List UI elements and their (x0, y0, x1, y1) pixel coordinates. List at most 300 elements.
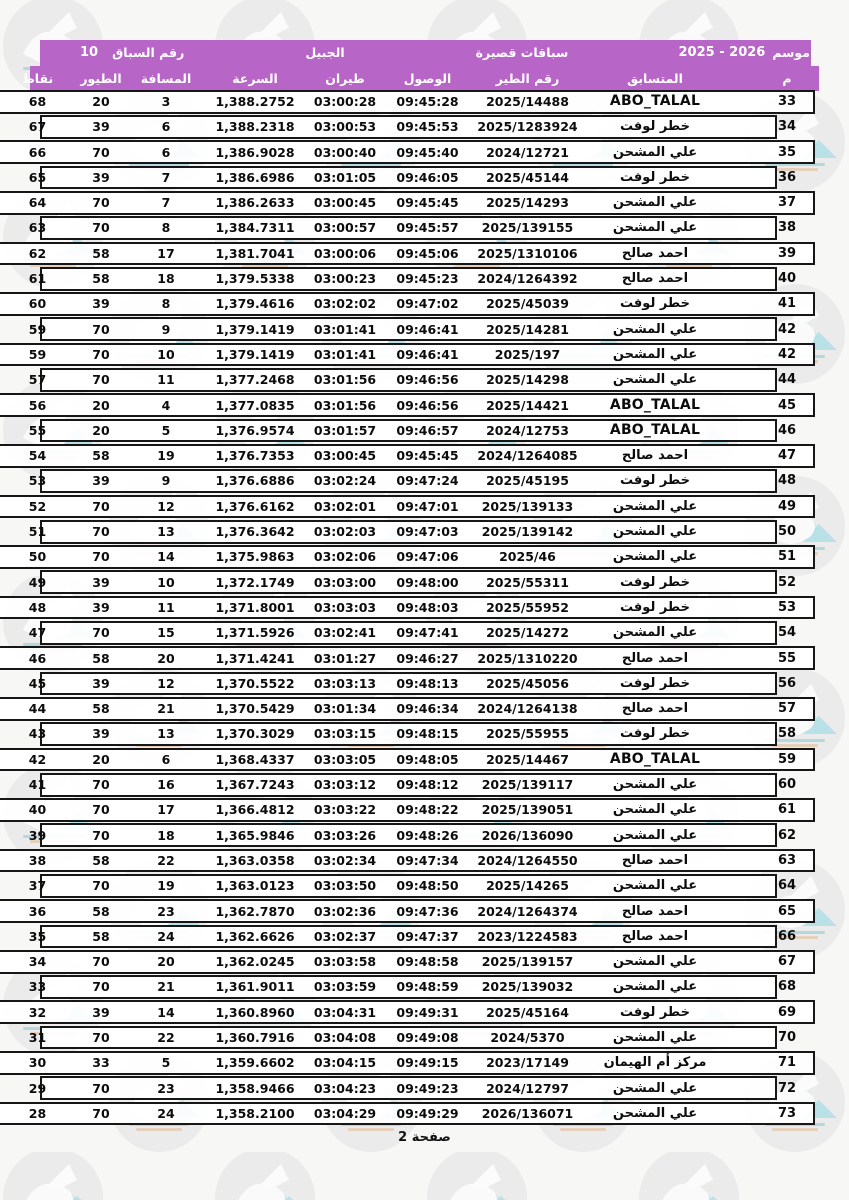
cell-speed: 1,388.2318 (215, 119, 295, 135)
cell-points: 43 (28, 726, 47, 742)
cell-birds: 70 (92, 321, 110, 337)
cell-distance: 8 (161, 220, 171, 236)
cell-arrival: 09:46:57 (396, 422, 459, 438)
cell-speed: 1,370.5522 (215, 675, 295, 691)
cell-points: 28 (28, 1105, 47, 1121)
cell-birds: 39 (92, 726, 110, 742)
column-header-row (0, 66, 849, 91)
cell-points: 67 (28, 119, 47, 135)
cell-distance: 3 (161, 94, 171, 109)
table-row (0, 544, 849, 569)
cell-distance: 7 (161, 195, 171, 211)
cell-speed: 1,371.5926 (215, 625, 295, 641)
cell-flight-time: 03:00:28 (313, 94, 377, 109)
cell-rank: 54 (777, 625, 797, 641)
race-number (80, 40, 184, 66)
cell-competitor: احمد صالح (621, 245, 689, 261)
cell-competitor: احمد صالح (621, 852, 689, 868)
cell-speed: 1,362.0245 (215, 954, 295, 970)
cell-points: 62 (28, 245, 47, 261)
cell-flight-time: 03:00:23 (313, 271, 377, 287)
cell-bird-no: 2025/139117 (481, 777, 574, 793)
cell-points: 49 (28, 574, 47, 590)
cell-birds: 70 (92, 195, 110, 211)
cell-distance: 13 (157, 726, 175, 742)
table-row (0, 570, 849, 595)
cell-competitor: احمد صالح (621, 271, 689, 287)
cell-points: 53 (28, 473, 47, 489)
cell-flight-time: 03:03:05 (313, 751, 377, 767)
cell-flight-time: 03:02:06 (313, 549, 377, 565)
cell-bird-no: 2025/55955 (486, 726, 569, 742)
cell-arrival: 09:47:36 (396, 903, 459, 919)
season-title (679, 40, 810, 66)
cell-distance: 14 (157, 1004, 175, 1020)
cell-rank: 63 (777, 852, 797, 868)
cell-speed: 1,360.8960 (215, 1004, 295, 1020)
cell-speed: 1,358.2100 (215, 1105, 295, 1121)
cell-points: 68 (28, 94, 47, 109)
cell-competitor: خطر لوفت (620, 473, 690, 489)
cell-points: 61 (28, 271, 47, 287)
table-row (0, 671, 849, 696)
cell-bird-no: 2025/14421 (486, 397, 569, 413)
cell-rank: 57 (777, 701, 797, 717)
cell-competitor: علي المشحن (612, 1029, 698, 1045)
col-points: نقاط (21, 71, 54, 86)
cell-arrival: 09:47:37 (396, 928, 459, 944)
cell-distance: 6 (161, 119, 171, 135)
cell-speed: 1,384.7311 (215, 220, 295, 236)
cell-speed: 1,361.9011 (215, 979, 295, 995)
cell-rank: 50 (777, 524, 797, 540)
cell-rank: 36 (777, 169, 797, 185)
cell-points: 29 (28, 1080, 47, 1096)
cell-bird-no: 2024/12797 (486, 1080, 569, 1096)
cell-arrival: 09:49:15 (396, 1055, 459, 1071)
cell-birds: 39 (92, 675, 110, 691)
cell-rank: 55 (777, 650, 797, 666)
cell-flight-time: 03:00:57 (313, 220, 377, 236)
cell-flight-time: 03:03:12 (313, 777, 377, 793)
cell-bird-no: 2025/45039 (486, 296, 569, 312)
cell-flight-time: 03:00:53 (313, 119, 377, 135)
cell-flight-time: 03:04:29 (313, 1105, 377, 1121)
table-row (0, 494, 849, 519)
table-row (0, 620, 849, 645)
cell-flight-time: 03:03:15 (313, 726, 377, 742)
cell-birds: 70 (92, 549, 110, 565)
race-location-label: الجبيل (305, 45, 345, 60)
cell-rank: 62 (777, 827, 797, 843)
cell-bird-no: 2025/1310220 (477, 650, 578, 666)
cell-bird-no: 2025/55311 (486, 574, 569, 590)
cell-speed: 1,372.1749 (215, 574, 295, 590)
table-row (0, 797, 849, 822)
cell-points: 65 (28, 169, 47, 185)
cell-rank: 58 (777, 726, 797, 742)
cell-distance: 24 (157, 928, 175, 944)
cell-speed: 1,386.2633 (215, 195, 295, 211)
cell-flight-time: 03:01:56 (313, 397, 377, 413)
cell-flight-time: 03:03:03 (313, 599, 377, 615)
race-type-label: سباقات قصيرة (475, 45, 569, 60)
cell-competitor: علي المشحن (612, 802, 698, 818)
cell-speed: 1,388.2752 (215, 94, 295, 109)
cell-bird-no: 2025/14488 (486, 94, 569, 109)
cell-distance: 18 (157, 827, 175, 843)
page-number: صفحة 2 (398, 1130, 451, 1145)
table-row (0, 140, 849, 165)
cell-birds: 70 (92, 1105, 110, 1121)
cell-competitor: خطر لوفت (620, 296, 690, 312)
cell-birds: 70 (92, 979, 110, 995)
col-bird-no: رقم الطير (495, 71, 560, 86)
cell-speed: 1,377.2468 (215, 372, 295, 388)
cell-points: 60 (28, 296, 47, 312)
cell-rank: 73 (777, 1105, 797, 1121)
cell-points: 35 (28, 928, 47, 944)
cell-bird-no: 2025/14272 (486, 625, 569, 641)
cell-birds: 58 (92, 903, 110, 919)
cell-birds: 33 (92, 1055, 110, 1071)
cell-speed: 1,376.3642 (215, 524, 295, 540)
cell-arrival: 09:45:57 (396, 220, 459, 236)
cell-speed: 1,377.0835 (215, 397, 295, 413)
table-row (0, 772, 849, 797)
cell-rank: 59 (777, 751, 797, 767)
cell-arrival: 09:46:41 (396, 321, 459, 337)
cell-distance: 18 (157, 271, 175, 287)
cell-arrival: 09:45:53 (396, 119, 459, 135)
cell-flight-time: 03:00:06 (313, 245, 377, 261)
cell-speed: 1,358.9466 (215, 1080, 295, 1096)
cell-flight-time: 03:04:08 (313, 1029, 377, 1045)
cell-points: 39 (28, 827, 47, 843)
cell-arrival: 09:47:41 (396, 625, 459, 641)
table-row (0, 1050, 849, 1075)
cell-bird-no: 2024/1264085 (477, 448, 578, 464)
cell-rank: 70 (777, 1029, 797, 1045)
cell-competitor: خطر لوفت (620, 675, 690, 691)
cell-rank: 64 (777, 878, 797, 894)
cell-arrival: 09:48:05 (396, 751, 459, 767)
cell-flight-time: 03:04:31 (313, 1004, 377, 1020)
cell-birds: 20 (92, 751, 110, 767)
cell-distance: 14 (157, 549, 175, 565)
cell-bird-no: 2025/139155 (481, 220, 574, 236)
cell-competitor: خطر لوفت (620, 599, 690, 615)
cell-arrival: 09:48:13 (396, 675, 459, 691)
cell-points: 63 (28, 220, 47, 236)
cell-birds: 70 (92, 777, 110, 793)
cell-birds: 39 (92, 574, 110, 590)
cell-birds: 20 (92, 94, 110, 109)
cell-competitor: احمد صالح (621, 448, 689, 464)
cell-distance: 19 (157, 878, 175, 894)
cell-distance: 11 (157, 372, 175, 388)
cell-speed: 1,379.1419 (215, 321, 295, 337)
cell-arrival: 09:47:06 (396, 549, 459, 565)
cell-points: 42 (28, 751, 47, 767)
cell-bird-no: 2025/139133 (481, 498, 574, 514)
cell-bird-no: 2025/45164 (486, 1004, 569, 1020)
cell-competitor: علي المشحن (612, 1080, 698, 1096)
cell-flight-time: 03:03:59 (313, 979, 377, 995)
cell-birds: 39 (92, 599, 110, 615)
cell-distance: 17 (157, 802, 175, 818)
cell-rank: 42 (777, 346, 797, 362)
cell-flight-time: 03:03:00 (313, 574, 377, 590)
cell-bird-no: 2026/136071 (481, 1105, 574, 1121)
cell-speed: 1,386.9028 (215, 144, 295, 160)
cell-bird-no: 2025/45144 (486, 169, 569, 185)
table-row (0, 165, 849, 190)
cell-arrival: 09:45:23 (396, 271, 459, 287)
cell-arrival: 09:46:56 (396, 372, 459, 388)
cell-birds: 70 (92, 827, 110, 843)
cell-points: 45 (28, 675, 47, 691)
cell-bird-no: 2025/14281 (486, 321, 569, 337)
cell-arrival: 09:48:26 (396, 827, 459, 843)
cell-distance: 7 (161, 169, 171, 185)
cell-distance: 23 (157, 1080, 175, 1096)
cell-rank: 66 (777, 928, 797, 944)
cell-rank: 40 (777, 271, 797, 287)
cell-speed: 1,360.7916 (215, 1029, 295, 1045)
table-row (0, 974, 849, 999)
cell-competitor: احمد صالح (621, 928, 689, 944)
cell-birds: 58 (92, 245, 110, 261)
cell-rank: 53 (777, 599, 797, 615)
table-row (0, 190, 849, 215)
cell-competitor: علي المشحن (612, 321, 698, 337)
table-row (0, 342, 849, 367)
cell-competitor: علي المشحن (612, 524, 698, 540)
table-row (0, 266, 849, 291)
cell-rank: 71 (777, 1055, 797, 1071)
cell-flight-time: 03:01:27 (313, 650, 377, 666)
cell-birds: 58 (92, 448, 110, 464)
cell-competitor: احمد صالح (621, 650, 689, 666)
table-row (0, 747, 849, 772)
season-range: 2025 - 2026 (678, 45, 766, 60)
cell-bird-no: 2025/46 (499, 549, 556, 565)
table-row (0, 1076, 849, 1101)
cell-distance: 9 (161, 321, 171, 337)
cell-rank: 56 (777, 675, 797, 691)
cell-birds: 70 (92, 802, 110, 818)
results-table (0, 89, 849, 1126)
cell-birds: 70 (92, 954, 110, 970)
cell-arrival: 09:45:45 (396, 195, 459, 211)
cell-arrival: 09:48:12 (396, 777, 459, 793)
cell-bird-no: 2025/14293 (486, 195, 569, 211)
cell-bird-no: 2024/12721 (486, 144, 569, 160)
table-row (0, 1101, 849, 1126)
cell-rank: 33 (777, 94, 797, 109)
cell-flight-time: 03:03:13 (313, 675, 377, 691)
cell-points: 32 (28, 1004, 47, 1020)
cell-points: 59 (28, 346, 47, 362)
cell-rank: 41 (777, 296, 797, 312)
cell-birds: 39 (92, 296, 110, 312)
cell-points: 31 (28, 1029, 47, 1045)
cell-arrival: 09:49:31 (396, 1004, 459, 1020)
cell-speed: 1,363.0358 (215, 852, 295, 868)
cell-arrival: 09:47:24 (396, 473, 459, 489)
table-row (0, 823, 849, 848)
table-row (0, 873, 849, 898)
race-number-value: 10 (80, 45, 99, 60)
cell-points: 50 (28, 549, 47, 565)
cell-distance: 12 (157, 675, 175, 691)
cell-birds: 39 (92, 1004, 110, 1020)
cell-rank: 42 (777, 321, 797, 337)
cell-distance: 5 (161, 422, 171, 438)
cell-speed: 1,379.5338 (215, 271, 295, 287)
table-row (0, 241, 849, 266)
cell-speed: 1,366.4812 (215, 802, 295, 818)
cell-points: 54 (28, 448, 47, 464)
cell-points: 36 (28, 903, 47, 919)
cell-competitor: علي المشحن (612, 372, 698, 388)
cell-bird-no: 2025/139051 (481, 802, 574, 818)
cell-rank: 38 (777, 220, 797, 236)
cell-competitor: علي المشحن (612, 346, 698, 362)
cell-points: 52 (28, 498, 47, 514)
cell-points: 40 (28, 802, 47, 818)
cell-bird-no: 2024/12753 (486, 422, 569, 438)
table-row (0, 899, 849, 924)
cell-bird-no: 2025/45195 (486, 473, 569, 489)
cell-birds: 70 (92, 1029, 110, 1045)
cell-distance: 20 (157, 954, 175, 970)
cell-points: 48 (28, 599, 47, 615)
table-row (0, 367, 849, 392)
cell-rank: 35 (777, 144, 797, 160)
cell-flight-time: 03:03:58 (313, 954, 377, 970)
cell-rank: 44 (777, 372, 797, 388)
cell-birds: 70 (92, 878, 110, 894)
cell-flight-time: 03:02:36 (313, 903, 377, 919)
season-label: موسم (772, 45, 810, 60)
col-speed: السرعة (232, 71, 278, 86)
cell-flight-time: 03:04:15 (313, 1055, 377, 1071)
cell-distance: 13 (157, 524, 175, 540)
cell-rank: 61 (777, 802, 797, 818)
cell-flight-time: 03:02:34 (313, 852, 377, 868)
table-row (0, 848, 849, 873)
cell-rank: 60 (777, 777, 797, 793)
cell-speed: 1,370.3029 (215, 726, 295, 742)
cell-arrival: 09:48:58 (396, 954, 459, 970)
cell-competitor: ABO_TALAL (609, 396, 701, 413)
cell-birds: 58 (92, 852, 110, 868)
col-arrival: الوصول (403, 71, 452, 86)
cell-arrival: 09:48:22 (396, 802, 459, 818)
cell-birds: 70 (92, 372, 110, 388)
cell-bird-no: 2025/55952 (486, 599, 569, 615)
cell-flight-time: 03:00:40 (313, 144, 377, 160)
cell-arrival: 09:48:50 (396, 878, 459, 894)
cell-distance: 21 (157, 979, 175, 995)
cell-birds: 58 (92, 650, 110, 666)
col-competitor: المتسابق (627, 71, 683, 86)
cell-birds: 20 (92, 397, 110, 413)
cell-distance: 9 (161, 473, 171, 489)
cell-distance: 12 (157, 498, 175, 514)
cell-bird-no: 2024/1264550 (477, 852, 578, 868)
table-row (0, 949, 849, 974)
cell-birds: 70 (92, 220, 110, 236)
cell-points: 56 (28, 397, 47, 413)
table-row (0, 468, 849, 493)
cell-flight-time: 03:01:41 (313, 346, 377, 362)
cell-bird-no: 2025/139032 (481, 979, 574, 995)
cell-points: 38 (28, 852, 47, 868)
cell-arrival: 09:47:01 (396, 498, 459, 514)
cell-flight-time: 03:03:50 (313, 878, 377, 894)
cell-bird-no: 2026/136090 (481, 827, 574, 843)
cell-birds: 70 (92, 524, 110, 540)
cell-bird-no: 2025/1283924 (477, 119, 578, 135)
cell-competitor: خطر لوفت (620, 574, 690, 590)
cell-competitor: علي المشحن (612, 1105, 698, 1121)
cell-distance: 4 (161, 397, 171, 413)
cell-bird-no: 2025/139142 (481, 524, 574, 540)
cell-arrival: 09:46:56 (396, 397, 459, 413)
table-row (0, 443, 849, 468)
cell-distance: 15 (157, 625, 175, 641)
cell-competitor: علي المشحن (612, 777, 698, 793)
cell-bird-no: 2025/14467 (486, 751, 569, 767)
cell-arrival: 09:46:27 (396, 650, 459, 666)
cell-rank: 46 (777, 422, 797, 438)
cell-flight-time: 03:04:23 (313, 1080, 377, 1096)
cell-bird-no: 2025/45056 (486, 675, 569, 691)
cell-distance: 20 (157, 650, 175, 666)
cell-birds: 70 (92, 625, 110, 641)
cell-competitor: ABO_TALAL (609, 750, 701, 767)
cell-distance: 6 (161, 144, 171, 160)
col-rank: م (782, 71, 792, 86)
cell-distance: 10 (157, 574, 175, 590)
cell-speed: 1,362.6626 (215, 928, 295, 944)
cell-flight-time: 03:03:26 (313, 827, 377, 843)
cell-distance: 22 (157, 1029, 175, 1045)
cell-speed: 1,359.6602 (215, 1055, 295, 1071)
col-distance: المسافة (140, 71, 192, 86)
cell-birds: 70 (92, 1080, 110, 1096)
cell-speed: 1,376.6162 (215, 498, 295, 514)
cell-competitor: علي المشحن (612, 878, 698, 894)
cell-rank: 47 (777, 448, 797, 464)
cell-distance: 19 (157, 448, 175, 464)
cell-bird-no: 2024/1264392 (477, 271, 578, 287)
cell-distance: 8 (161, 296, 171, 312)
cell-points: 47 (28, 625, 47, 641)
cell-arrival: 09:46:05 (396, 169, 459, 185)
cell-flight-time: 03:02:37 (313, 928, 377, 944)
cell-bird-no: 2023/1224583 (477, 928, 578, 944)
cell-flight-time: 03:02:03 (313, 524, 377, 540)
cell-competitor: خطر لوفت (620, 1004, 690, 1020)
cell-rank: 39 (777, 245, 797, 261)
table-row (0, 646, 849, 671)
cell-bird-no: 2024/5370 (490, 1029, 565, 1045)
table-row (0, 291, 849, 316)
